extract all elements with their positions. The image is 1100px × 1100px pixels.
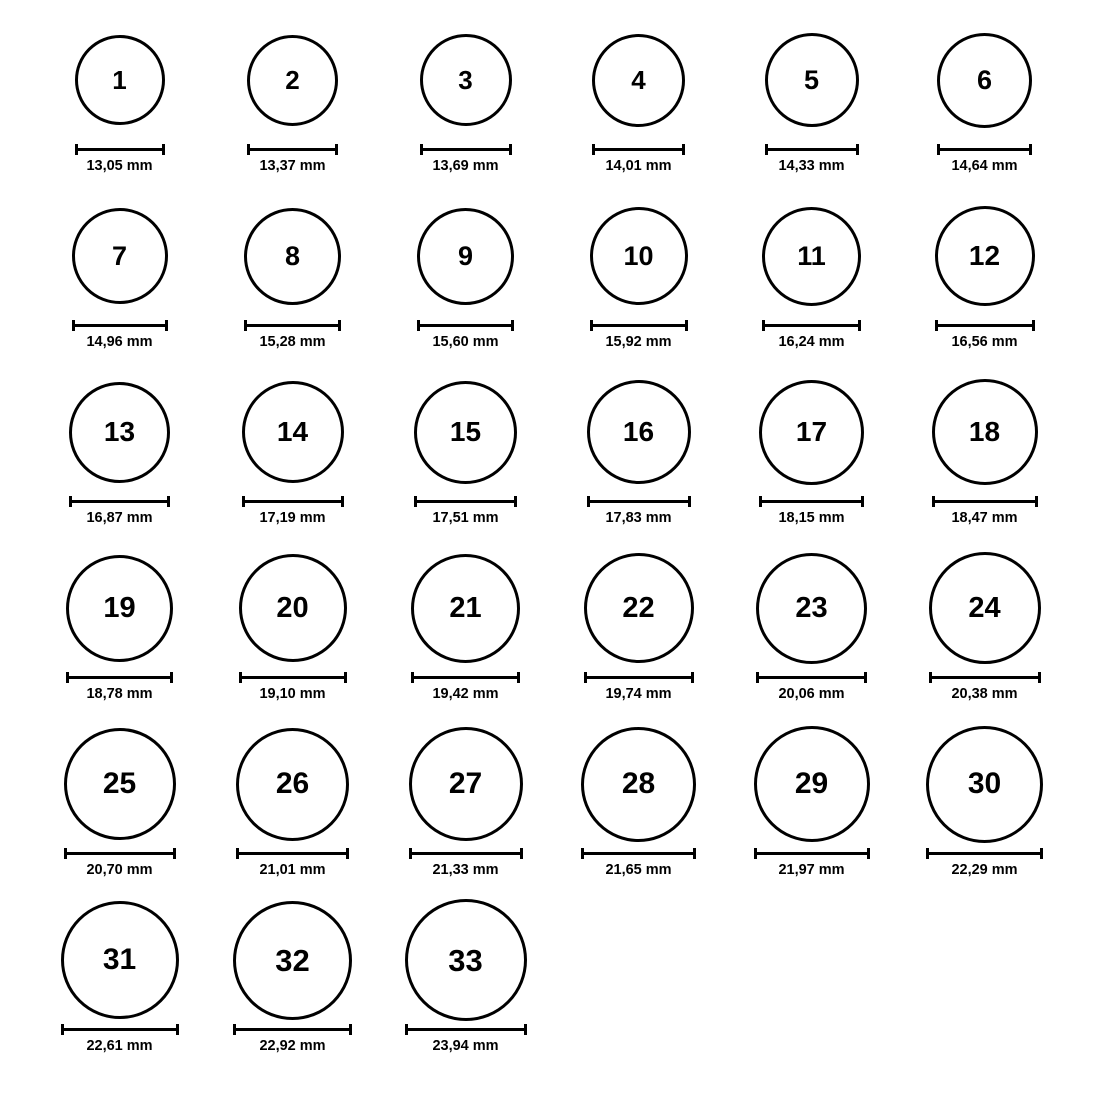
measure-line: [69, 500, 170, 503]
ring-circle-wrap: [414, 370, 517, 494]
ring-circle: [590, 207, 688, 305]
measure-tick-left: [759, 496, 762, 507]
ring-number: 18: [968, 416, 1001, 447]
measure-tick-left: [754, 848, 757, 859]
ring-diameter-label: 18,15 mm: [778, 510, 845, 526]
measure-tick-left: [765, 144, 768, 155]
measure-bar: [247, 144, 338, 154]
measure-tick-right: [858, 320, 861, 331]
ring-number: 11: [797, 240, 826, 271]
ring-number: 12: [968, 240, 1001, 271]
ring-number: 8: [284, 240, 301, 271]
ring-cell: [552, 546, 725, 722]
measure-tick-right: [514, 496, 517, 507]
measure-line: [242, 500, 344, 503]
ring-number: 32: [275, 942, 310, 978]
ring-cell: [898, 18, 1071, 194]
ring-circle: [584, 553, 694, 663]
measure-bar: [759, 496, 864, 506]
ring-diameter-label: 21,65 mm: [605, 862, 672, 878]
measure-bar: [935, 320, 1035, 330]
measure-bar: [64, 848, 176, 858]
measure-tick-right: [335, 144, 338, 155]
measure-bar: [242, 496, 344, 506]
ring-circle-wrap: [409, 722, 523, 846]
ring-cell: [725, 546, 898, 722]
measure-tick-right: [346, 848, 349, 859]
ring-diameter-label: 18,78 mm: [86, 686, 153, 702]
measure-bar: [592, 144, 685, 154]
ring-circle-wrap: [69, 370, 170, 494]
ring-circle-wrap: [64, 722, 176, 846]
ring-number: 27: [448, 767, 483, 800]
ring-circle-wrap: [762, 194, 861, 318]
ring-circle: [247, 35, 338, 126]
ring-number: 33: [448, 942, 483, 978]
ring-circle-wrap: [590, 194, 688, 318]
ring-cell: [379, 194, 552, 370]
measure-tick-right: [338, 320, 341, 331]
ring-circle-wrap: [929, 546, 1041, 670]
ring-circle: [754, 726, 870, 842]
measure-tick-right: [341, 496, 344, 507]
ring-number: 14: [276, 416, 309, 447]
measure-bar: [937, 144, 1032, 154]
measure-tick-right: [173, 848, 176, 859]
ring-circle: [236, 728, 349, 841]
ring-diameter-label: 16,56 mm: [951, 334, 1018, 350]
ring-circle-wrap: [754, 722, 870, 846]
ring-circle-wrap: [935, 194, 1035, 318]
measure-tick-right: [509, 144, 512, 155]
measure-bar: [75, 144, 165, 154]
ring-number: 10: [623, 240, 654, 271]
measure-bar: [765, 144, 859, 154]
ring-cell: [725, 18, 898, 194]
measure-bar: [405, 1024, 527, 1034]
measure-bar: [926, 848, 1043, 858]
measure-line: [61, 1028, 179, 1031]
measure-line: [759, 500, 864, 503]
ring-circle-wrap: [72, 194, 168, 318]
measure-line: [932, 500, 1038, 503]
measure-line: [590, 324, 688, 327]
ring-cell: [725, 722, 898, 898]
ring-number: 28: [621, 767, 656, 800]
measure-line: [765, 148, 859, 151]
ring-cell: [33, 194, 206, 370]
ring-number: 31: [102, 943, 137, 976]
ring-number: 16: [622, 416, 655, 447]
ring-diameter-label: 20,38 mm: [951, 686, 1018, 702]
ring-number: 19: [103, 591, 136, 624]
ring-circle-wrap: [756, 546, 867, 670]
measure-tick-left: [247, 144, 250, 155]
ring-diameter-label: 16,24 mm: [778, 334, 845, 350]
ring-circle: [239, 554, 347, 662]
measure-tick-right: [1029, 144, 1032, 155]
measure-line: [411, 676, 520, 679]
ring-diameter-label: 19,10 mm: [259, 686, 326, 702]
ring-diameter-label: 17,83 mm: [605, 510, 672, 526]
measure-tick-left: [926, 848, 929, 859]
ring-circle: [581, 727, 696, 842]
ring-number: 17: [795, 416, 828, 447]
ring-circle: [587, 380, 691, 484]
measure-tick-right: [864, 672, 867, 683]
ring-number: 29: [794, 767, 829, 800]
measure-tick-left: [411, 672, 414, 683]
measure-line: [754, 852, 870, 855]
ring-circle: [935, 206, 1035, 306]
measure-bar: [411, 672, 520, 682]
measure-line: [926, 852, 1043, 855]
ring-circle-wrap: [417, 194, 514, 318]
ring-cell: [898, 194, 1071, 370]
measure-tick-left: [756, 672, 759, 683]
ring-number: 23: [795, 591, 828, 624]
measure-tick-right: [176, 1024, 179, 1035]
measure-tick-left: [592, 144, 595, 155]
measure-tick-right: [1038, 672, 1041, 683]
ring-diameter-label: 21,01 mm: [259, 862, 326, 878]
ring-circle: [72, 208, 168, 304]
measure-tick-left: [409, 848, 412, 859]
ring-number: 13: [103, 416, 136, 447]
measure-line: [244, 324, 341, 327]
ring-diameter-label: 13,37 mm: [259, 158, 326, 174]
ring-diameter-label: 17,19 mm: [259, 510, 326, 526]
ring-circle: [405, 899, 527, 1021]
ring-circle: [242, 381, 344, 483]
measure-line: [756, 676, 867, 679]
ring-circle: [61, 901, 179, 1019]
ring-cell: [206, 18, 379, 194]
ring-cell: [552, 722, 725, 898]
ring-number: 9: [457, 240, 474, 271]
ring-number: 5: [803, 64, 820, 95]
measure-bar: [69, 496, 170, 506]
ring-circle-wrap: [759, 370, 864, 494]
measure-tick-right: [867, 848, 870, 859]
ring-circle-wrap: [765, 18, 859, 142]
ring-circle: [414, 381, 517, 484]
ring-cell: [725, 370, 898, 546]
measure-tick-right: [1040, 848, 1043, 859]
measure-tick-left: [935, 320, 938, 331]
ring-circle: [66, 555, 173, 662]
measure-tick-left: [584, 672, 587, 683]
ring-circle: [937, 33, 1032, 128]
measure-tick-left: [236, 848, 239, 859]
measure-bar: [584, 672, 694, 682]
measure-bar: [236, 848, 349, 858]
ring-cell: [206, 722, 379, 898]
ring-diameter-label: 23,94 mm: [432, 1038, 499, 1054]
ring-diameter-label: 19,42 mm: [432, 686, 499, 702]
measure-tick-left: [581, 848, 584, 859]
ring-circle-wrap: [581, 722, 696, 846]
measure-tick-left: [405, 1024, 408, 1035]
measure-tick-right: [167, 496, 170, 507]
measure-tick-right: [520, 848, 523, 859]
ring-number: 4: [631, 65, 646, 95]
ring-number: 15: [449, 416, 482, 447]
ring-diameter-label: 20,70 mm: [86, 862, 153, 878]
ring-circle: [765, 33, 859, 127]
ring-cell: [206, 370, 379, 546]
measure-tick-right: [861, 496, 864, 507]
measure-tick-right: [170, 672, 173, 683]
ring-circle: [409, 727, 523, 841]
ring-cell: [33, 898, 206, 1074]
measure-bar: [762, 320, 861, 330]
measure-bar: [590, 320, 688, 330]
measure-bar: [409, 848, 523, 858]
ring-circle: [233, 901, 352, 1020]
measure-tick-left: [587, 496, 590, 507]
ring-diameter-label: 15,60 mm: [432, 334, 499, 350]
measure-bar: [756, 672, 867, 682]
measure-tick-right: [165, 320, 168, 331]
ring-circle-wrap: [66, 546, 173, 670]
measure-tick-left: [414, 496, 417, 507]
ring-number: 22: [622, 591, 655, 624]
ring-circle-wrap: [420, 18, 512, 142]
measure-tick-right: [344, 672, 347, 683]
ring-circle: [762, 207, 861, 306]
ring-cell: [206, 546, 379, 722]
measure-line: [75, 148, 165, 151]
measure-tick-left: [69, 496, 72, 507]
measure-bar: [239, 672, 347, 682]
measure-bar: [72, 320, 168, 330]
ring-circle-wrap: [75, 18, 165, 142]
ring-cell: [725, 194, 898, 370]
ring-diameter-label: 15,28 mm: [259, 334, 326, 350]
measure-line: [587, 500, 691, 503]
ring-circle-wrap: [236, 722, 349, 846]
ring-cell: [552, 18, 725, 194]
measure-tick-left: [61, 1024, 64, 1035]
ring-circle-wrap: [411, 546, 520, 670]
ring-circle-wrap: [592, 18, 685, 142]
measure-tick-left: [417, 320, 420, 331]
measure-line: [581, 852, 696, 855]
measure-line: [64, 852, 176, 855]
ring-circle: [592, 34, 685, 127]
ring-number: 25: [102, 767, 137, 800]
measure-bar: [233, 1024, 352, 1034]
measure-bar: [754, 848, 870, 858]
ring-number: 30: [967, 767, 1002, 800]
ring-number: 7: [111, 240, 128, 271]
ring-diameter-label: 22,92 mm: [259, 1038, 326, 1054]
ring-diameter-label: 21,97 mm: [778, 862, 845, 878]
ring-circle-wrap: [587, 370, 691, 494]
ring-circle: [75, 35, 165, 125]
measure-bar: [66, 672, 173, 682]
ring-circle-wrap: [405, 898, 527, 1022]
measure-line: [584, 676, 694, 679]
ring-number: 1: [112, 65, 127, 95]
measure-tick-right: [511, 320, 514, 331]
measure-tick-right: [1032, 320, 1035, 331]
measure-tick-left: [929, 672, 932, 683]
measure-line: [935, 324, 1035, 327]
measure-line: [592, 148, 685, 151]
ring-cell: [898, 722, 1071, 898]
measure-tick-right: [517, 672, 520, 683]
measure-bar: [581, 848, 696, 858]
measure-bar: [417, 320, 514, 330]
measure-tick-left: [762, 320, 765, 331]
measure-tick-right: [524, 1024, 527, 1035]
measure-tick-right: [688, 496, 691, 507]
ring-cell: [33, 722, 206, 898]
ring-circle-wrap: [244, 194, 341, 318]
ring-cell: [206, 898, 379, 1074]
ring-diameter-label: 22,61 mm: [86, 1038, 153, 1054]
ring-circle-wrap: [242, 370, 344, 494]
measure-line: [233, 1028, 352, 1031]
measure-tick-right: [682, 144, 685, 155]
measure-tick-left: [244, 320, 247, 331]
measure-bar: [414, 496, 517, 506]
ring-circle-wrap: [937, 18, 1032, 142]
measure-bar: [61, 1024, 179, 1034]
ring-circle-wrap: [932, 370, 1038, 494]
ring-circle: [244, 208, 341, 305]
measure-line: [420, 148, 512, 151]
ring-circle: [926, 726, 1043, 843]
ring-diameter-label: 22,29 mm: [951, 862, 1018, 878]
ring-cell: [552, 370, 725, 546]
ring-circle: [420, 34, 512, 126]
ring-number: 21: [449, 591, 482, 624]
ring-circle-wrap: [926, 722, 1043, 846]
ring-number: 24: [968, 591, 1001, 624]
ring-diameter-label: 18,47 mm: [951, 510, 1018, 526]
measure-tick-left: [239, 672, 242, 683]
measure-line: [72, 324, 168, 327]
ring-cell: [379, 18, 552, 194]
measure-bar: [587, 496, 691, 506]
measure-line: [929, 676, 1041, 679]
ring-diameter-label: 15,92 mm: [605, 334, 672, 350]
measure-bar: [244, 320, 341, 330]
ring-diameter-label: 14,96 mm: [86, 334, 153, 350]
ring-cell: [552, 194, 725, 370]
ring-cell: [898, 370, 1071, 546]
measure-line: [414, 500, 517, 503]
ring-circle: [756, 553, 867, 664]
measure-tick-right: [685, 320, 688, 331]
measure-bar: [932, 496, 1038, 506]
ring-cell: [379, 898, 552, 1074]
ring-diameter-label: 13,69 mm: [432, 158, 499, 174]
ring-circle: [932, 379, 1038, 485]
ring-circle-wrap: [247, 18, 338, 142]
ring-number: 20: [276, 591, 309, 624]
measure-tick-right: [693, 848, 696, 859]
ring-cell: [33, 370, 206, 546]
ring-diameter-label: 16,87 mm: [86, 510, 153, 526]
measure-tick-left: [932, 496, 935, 507]
ring-circle: [929, 552, 1041, 664]
ring-cell: [206, 194, 379, 370]
measure-tick-right: [162, 144, 165, 155]
measure-tick-left: [242, 496, 245, 507]
measure-bar: [420, 144, 512, 154]
measure-tick-left: [420, 144, 423, 155]
ring-diameter-label: 21,33 mm: [432, 862, 499, 878]
measure-line: [417, 324, 514, 327]
ring-cell: [33, 546, 206, 722]
measure-tick-left: [66, 672, 69, 683]
ring-circle-wrap: [584, 546, 694, 670]
measure-tick-right: [856, 144, 859, 155]
measure-line: [937, 148, 1032, 151]
ring-diameter-label: 20,06 mm: [778, 686, 845, 702]
measure-tick-left: [72, 320, 75, 331]
ring-circle: [417, 208, 514, 305]
measure-tick-left: [937, 144, 940, 155]
ring-circle: [64, 728, 176, 840]
ring-circle-wrap: [233, 898, 352, 1022]
ring-number: 6: [976, 64, 993, 95]
ring-cell: [33, 18, 206, 194]
ring-cell: [379, 722, 552, 898]
ring-diameter-label: 14,64 mm: [951, 158, 1018, 174]
ring-circle: [759, 380, 864, 485]
ring-circle-wrap: [61, 898, 179, 1022]
measure-tick-right: [1035, 496, 1038, 507]
measure-line: [236, 852, 349, 855]
ring-diameter-label: 17,51 mm: [432, 510, 499, 526]
measure-line: [66, 676, 173, 679]
ring-cell: [379, 370, 552, 546]
measure-line: [247, 148, 338, 151]
measure-tick-left: [233, 1024, 236, 1035]
ring-diameter-label: 19,74 mm: [605, 686, 672, 702]
measure-line: [405, 1028, 527, 1031]
ring-number: 26: [275, 767, 310, 800]
measure-tick-left: [75, 144, 78, 155]
ring-circle: [411, 554, 520, 663]
ring-diameter-label: 14,01 mm: [605, 158, 672, 174]
ring-diameter-label: 14,33 mm: [778, 158, 845, 174]
ring-cell: [379, 546, 552, 722]
measure-bar: [929, 672, 1041, 682]
measure-tick-right: [691, 672, 694, 683]
ring-number: 3: [458, 65, 473, 95]
ring-circle: [69, 382, 170, 483]
measure-tick-left: [64, 848, 67, 859]
measure-line: [239, 676, 347, 679]
measure-tick-left: [590, 320, 593, 331]
measure-tick-right: [349, 1024, 352, 1035]
ring-circle-wrap: [239, 546, 347, 670]
ring-grid: [0, 18, 1100, 1074]
ring-number: 2: [285, 65, 300, 95]
ring-cell: [898, 546, 1071, 722]
measure-line: [762, 324, 861, 327]
ring-diameter-label: 13,05 mm: [86, 158, 153, 174]
measure-line: [409, 852, 523, 855]
